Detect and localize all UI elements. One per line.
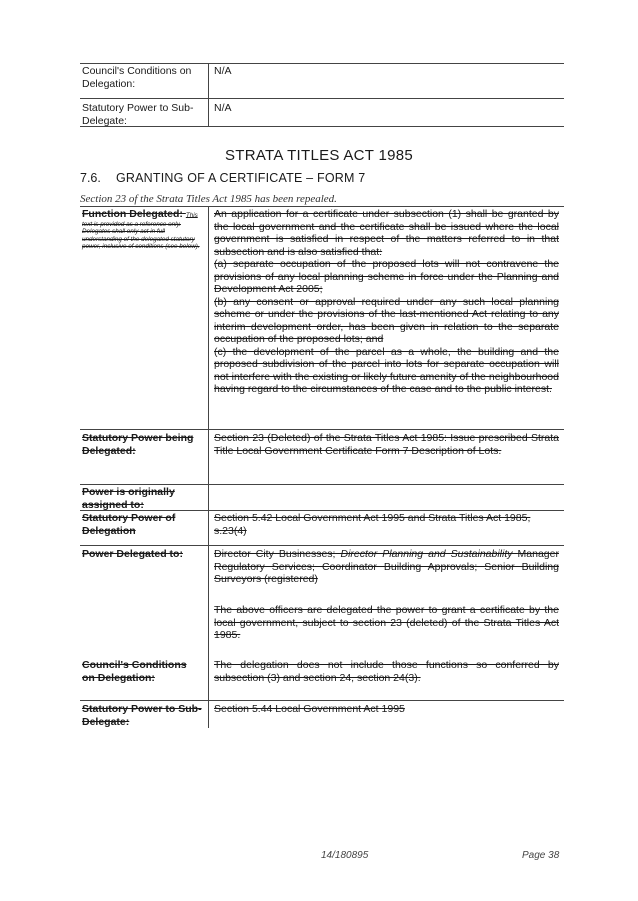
top-table-row-divider <box>80 98 564 99</box>
section-number: 7.6. <box>80 171 101 185</box>
main-row-line-2 <box>80 484 564 485</box>
function-note: text is provided as a reference only. Delegates shall only act in full understanding of the delegated statutory power, inclusive of conditions (see below). <box>82 220 200 251</box>
main-row-line-5 <box>80 700 564 701</box>
function-text <box>214 208 559 396</box>
function-label-line <box>82 208 204 221</box>
function-paragraph-1: An application for a certificate under subsection (1) shall be granted by the local government and the certificate shall be issued where the local government is satisfied in respect of the matters referred to in that subsection and is also satisfied that: <box>214 208 559 258</box>
footer-doc-ref: 14/180895 <box>321 850 369 861</box>
function-paragraph-b: (b) any consent or approval required under any such local planning scheme or under the provisions of the last-mentioned Act relating to any interim development order, has been given in relation to the separate occupation of the proposed lots; and <box>214 295 559 345</box>
top-subdelegate-label: Statutory Power to Sub-Delegate: <box>82 102 194 127</box>
top-table-border-top <box>80 63 564 64</box>
top-conditions-label: Council's Conditions on Delegation: <box>82 65 192 90</box>
top-conditions-value: N/A <box>214 65 232 77</box>
footer-page-number: Page 38 <box>522 850 560 861</box>
act-heading: STRATA TITLES ACT 1985 <box>224 147 414 164</box>
conditions-value: The delegation does not include those functions so conferred by subsection (3) and section 24, section 24(3). <box>214 659 559 684</box>
delegated-to-value <box>214 548 559 586</box>
top-table-divider <box>208 63 209 126</box>
power-being-value: Section 23 (Deleted) of the Strata Titles Act 1985: Issue prescribed Strata Title Local Government Certificate Form 7 Description of Lots. <box>214 432 559 457</box>
main-table-divider <box>208 206 209 728</box>
section-title: GRANTING OF A CERTIFICATE – FORM 7 <box>116 171 366 185</box>
function-label-tail: This <box>185 212 198 219</box>
repealed-note: Section 23 of the Strata Titles Act 1985 has been repealed. <box>80 193 337 205</box>
main-row-line-4 <box>80 545 564 546</box>
function-label: Function Delegated: <box>82 208 183 220</box>
delegated-to-note: The above officers are delegated the power to grant a certificate by the local government, subject to section 23 (deleted) of the Strata Titles Act 1985. <box>214 604 559 641</box>
subdelegate-label: Statutory Power to Sub-Delegate: <box>82 703 202 728</box>
function-label-cell <box>82 208 204 251</box>
function-paragraph-c: (c) the development of the parcel as a whole, the building and the proposed subdivision of the parcel into lots for separate occupation will not interfere with the existing or likely future amenity of the neighbourhood having regard to the circumstances of the case and to the public interest. <box>214 345 559 395</box>
function-paragraph-a: (a) separate occupation of the proposed lots will not contravene the provisions of any local planning scheme in force under the Planning and Development Act 2005; <box>214 258 559 295</box>
delegated-to-label: Power Delegated to: <box>82 548 183 560</box>
delegated-to-rest: Manager Regulatory Services; Coordinator Building Approvals; Senior Building Surveyors (registered) <box>214 548 559 585</box>
subdelegate-value: Section 5.44 Local Government Act 1995 <box>214 703 405 715</box>
power-being-label: Statutory Power being Delegated: <box>82 432 194 457</box>
top-subdelegate-value: N/A <box>214 102 232 114</box>
main-table-border-top <box>80 206 564 207</box>
delegated-to-prefix: Director City Businesses; <box>214 548 336 560</box>
delegated-to-italic: Director Planning and Sustainability <box>340 548 513 560</box>
conditions-label: Council's Conditions on Delegation: <box>82 659 187 684</box>
main-row-line-1 <box>80 429 564 430</box>
originally-assigned-label: Power is originally assigned to: <box>82 486 175 511</box>
power-of-delegation-value: Section 5.42 Local Government Act 1995 and Strata Titles Act 1985, s.23(4) <box>214 512 531 537</box>
power-of-delegation-label: Statutory Power of Delegation <box>82 512 176 537</box>
